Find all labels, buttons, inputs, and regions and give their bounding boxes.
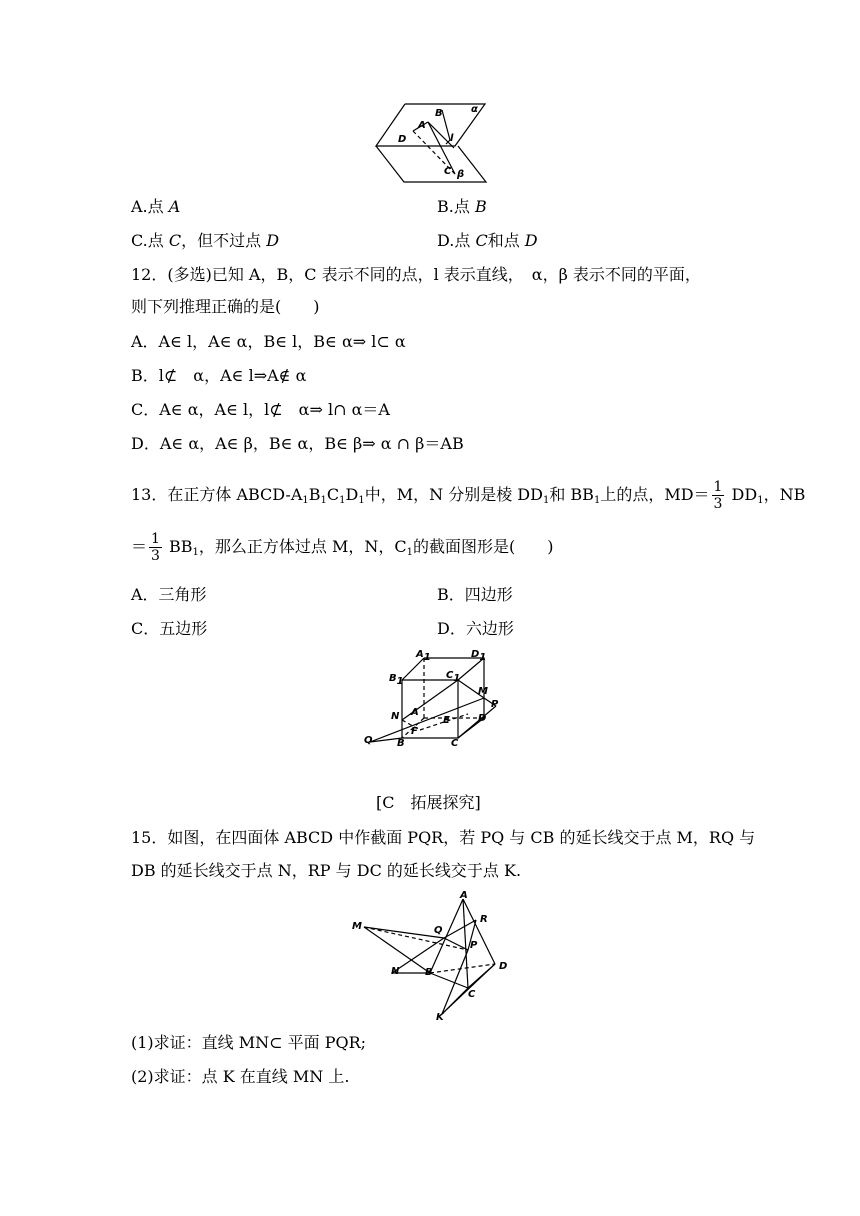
label-A: A [460, 890, 468, 901]
label-N: N [391, 711, 400, 722]
option-13b: B．四边形 [437, 585, 513, 604]
label-P: P [491, 699, 499, 710]
option-12d: D．A∈ α，A∈ β，B∈ α，B∈ β⇒ α ∩ β＝AB [131, 434, 464, 453]
label-l: l [450, 133, 454, 144]
option-12a: A．A∈ l，A∈ α，B∈ l，B∈ α⇒ l⊂ α [131, 332, 406, 351]
option-11d: D.点 C和点 D [437, 231, 538, 250]
option-13c: C．五边形 [131, 619, 208, 638]
question-15-stem-line2: DB 的延长线交于点 N，RP 与 DC 的延长线交于点 K. [131, 861, 522, 880]
label-C: C [444, 166, 452, 177]
label-C1: $C_1$ [446, 670, 461, 684]
label-A: A [411, 707, 419, 718]
question-13-stem-line2: ＝ $\frac{1}{3}$ $BB_1$，那么正方体过点 M，N，$C_1$的截面图形是( ) [131, 531, 554, 564]
label-D: D [478, 713, 487, 724]
label-Q: Q [364, 735, 373, 746]
option-11a: A.点 A [131, 197, 181, 216]
label-D: D [499, 961, 508, 972]
label-C: C [451, 738, 459, 749]
question-13-stem-line1: 13．在正方体 ABCD-$A_1B_1C_1D_1$中，M，N 分别是棱 $DD_1$和 $BB_1$上的点，MD＝ $\frac{1}{3}$ $DD_1$，NB [131, 479, 806, 512]
label-B: B [397, 738, 405, 749]
label-D: D [398, 134, 407, 145]
question-15-stem-line1: 15．如图，在四面体 ABCD 中作截面 PQR，若 PQ 与 CB 的延长线交于点 M，RQ 与 [131, 828, 756, 847]
option-11b: B.点 B [437, 197, 487, 216]
question-12-stem-line1: 12．(多选)已知 A，B，C 表示不同的点，l 表示直线， α，β 表示不同的平面， [131, 265, 701, 284]
label-B1: $B_1$ [389, 673, 404, 687]
label-alpha: α [471, 104, 478, 115]
label-D1: $D_1$ [471, 649, 487, 663]
label-F: F [411, 726, 418, 737]
label-N: N [391, 966, 400, 977]
label-M: M [352, 921, 362, 932]
question-15-part-1: (1)求证：直线 MN⊂ 平面 PQR; [131, 1033, 367, 1052]
label-B: B [425, 967, 433, 978]
option-13a: A．三角形 [131, 585, 207, 604]
fraction-one-third-2: $\frac{1}{3}$ [151, 531, 160, 564]
label-beta: β [457, 169, 465, 180]
label-C: C [468, 989, 476, 1000]
label-E: E [443, 715, 450, 726]
label-M: M [478, 686, 488, 697]
option-12c: C．A∈ α，A∈ l，l⊄ α⇒ l∩ α＝A [131, 400, 390, 419]
option-13d: D．六边形 [437, 619, 514, 638]
section-title: [C 拓展探究] [376, 793, 481, 812]
fraction-one-third: $\frac{1}{3}$ [713, 479, 723, 512]
label-P: P [470, 940, 478, 951]
figure-tetrahedron-diagram [350, 890, 520, 1020]
label-R: R [480, 914, 488, 925]
question-12-stem-line2: 则下列推理正确的是( ) [131, 297, 320, 316]
label-Q: Q [434, 925, 443, 936]
label-K: K [436, 1012, 444, 1023]
label-A1: $A_1$ [416, 649, 431, 663]
question-15-part-2: (2)求证：点 K 在直线 MN 上. [131, 1067, 350, 1086]
label-A: A [418, 120, 426, 131]
label-B: B [435, 108, 443, 119]
option-12b: B．l⊄ α，A∈ l⇒A∉ α [131, 366, 307, 385]
option-11c: C.点 C，但不过点 D [131, 231, 280, 250]
